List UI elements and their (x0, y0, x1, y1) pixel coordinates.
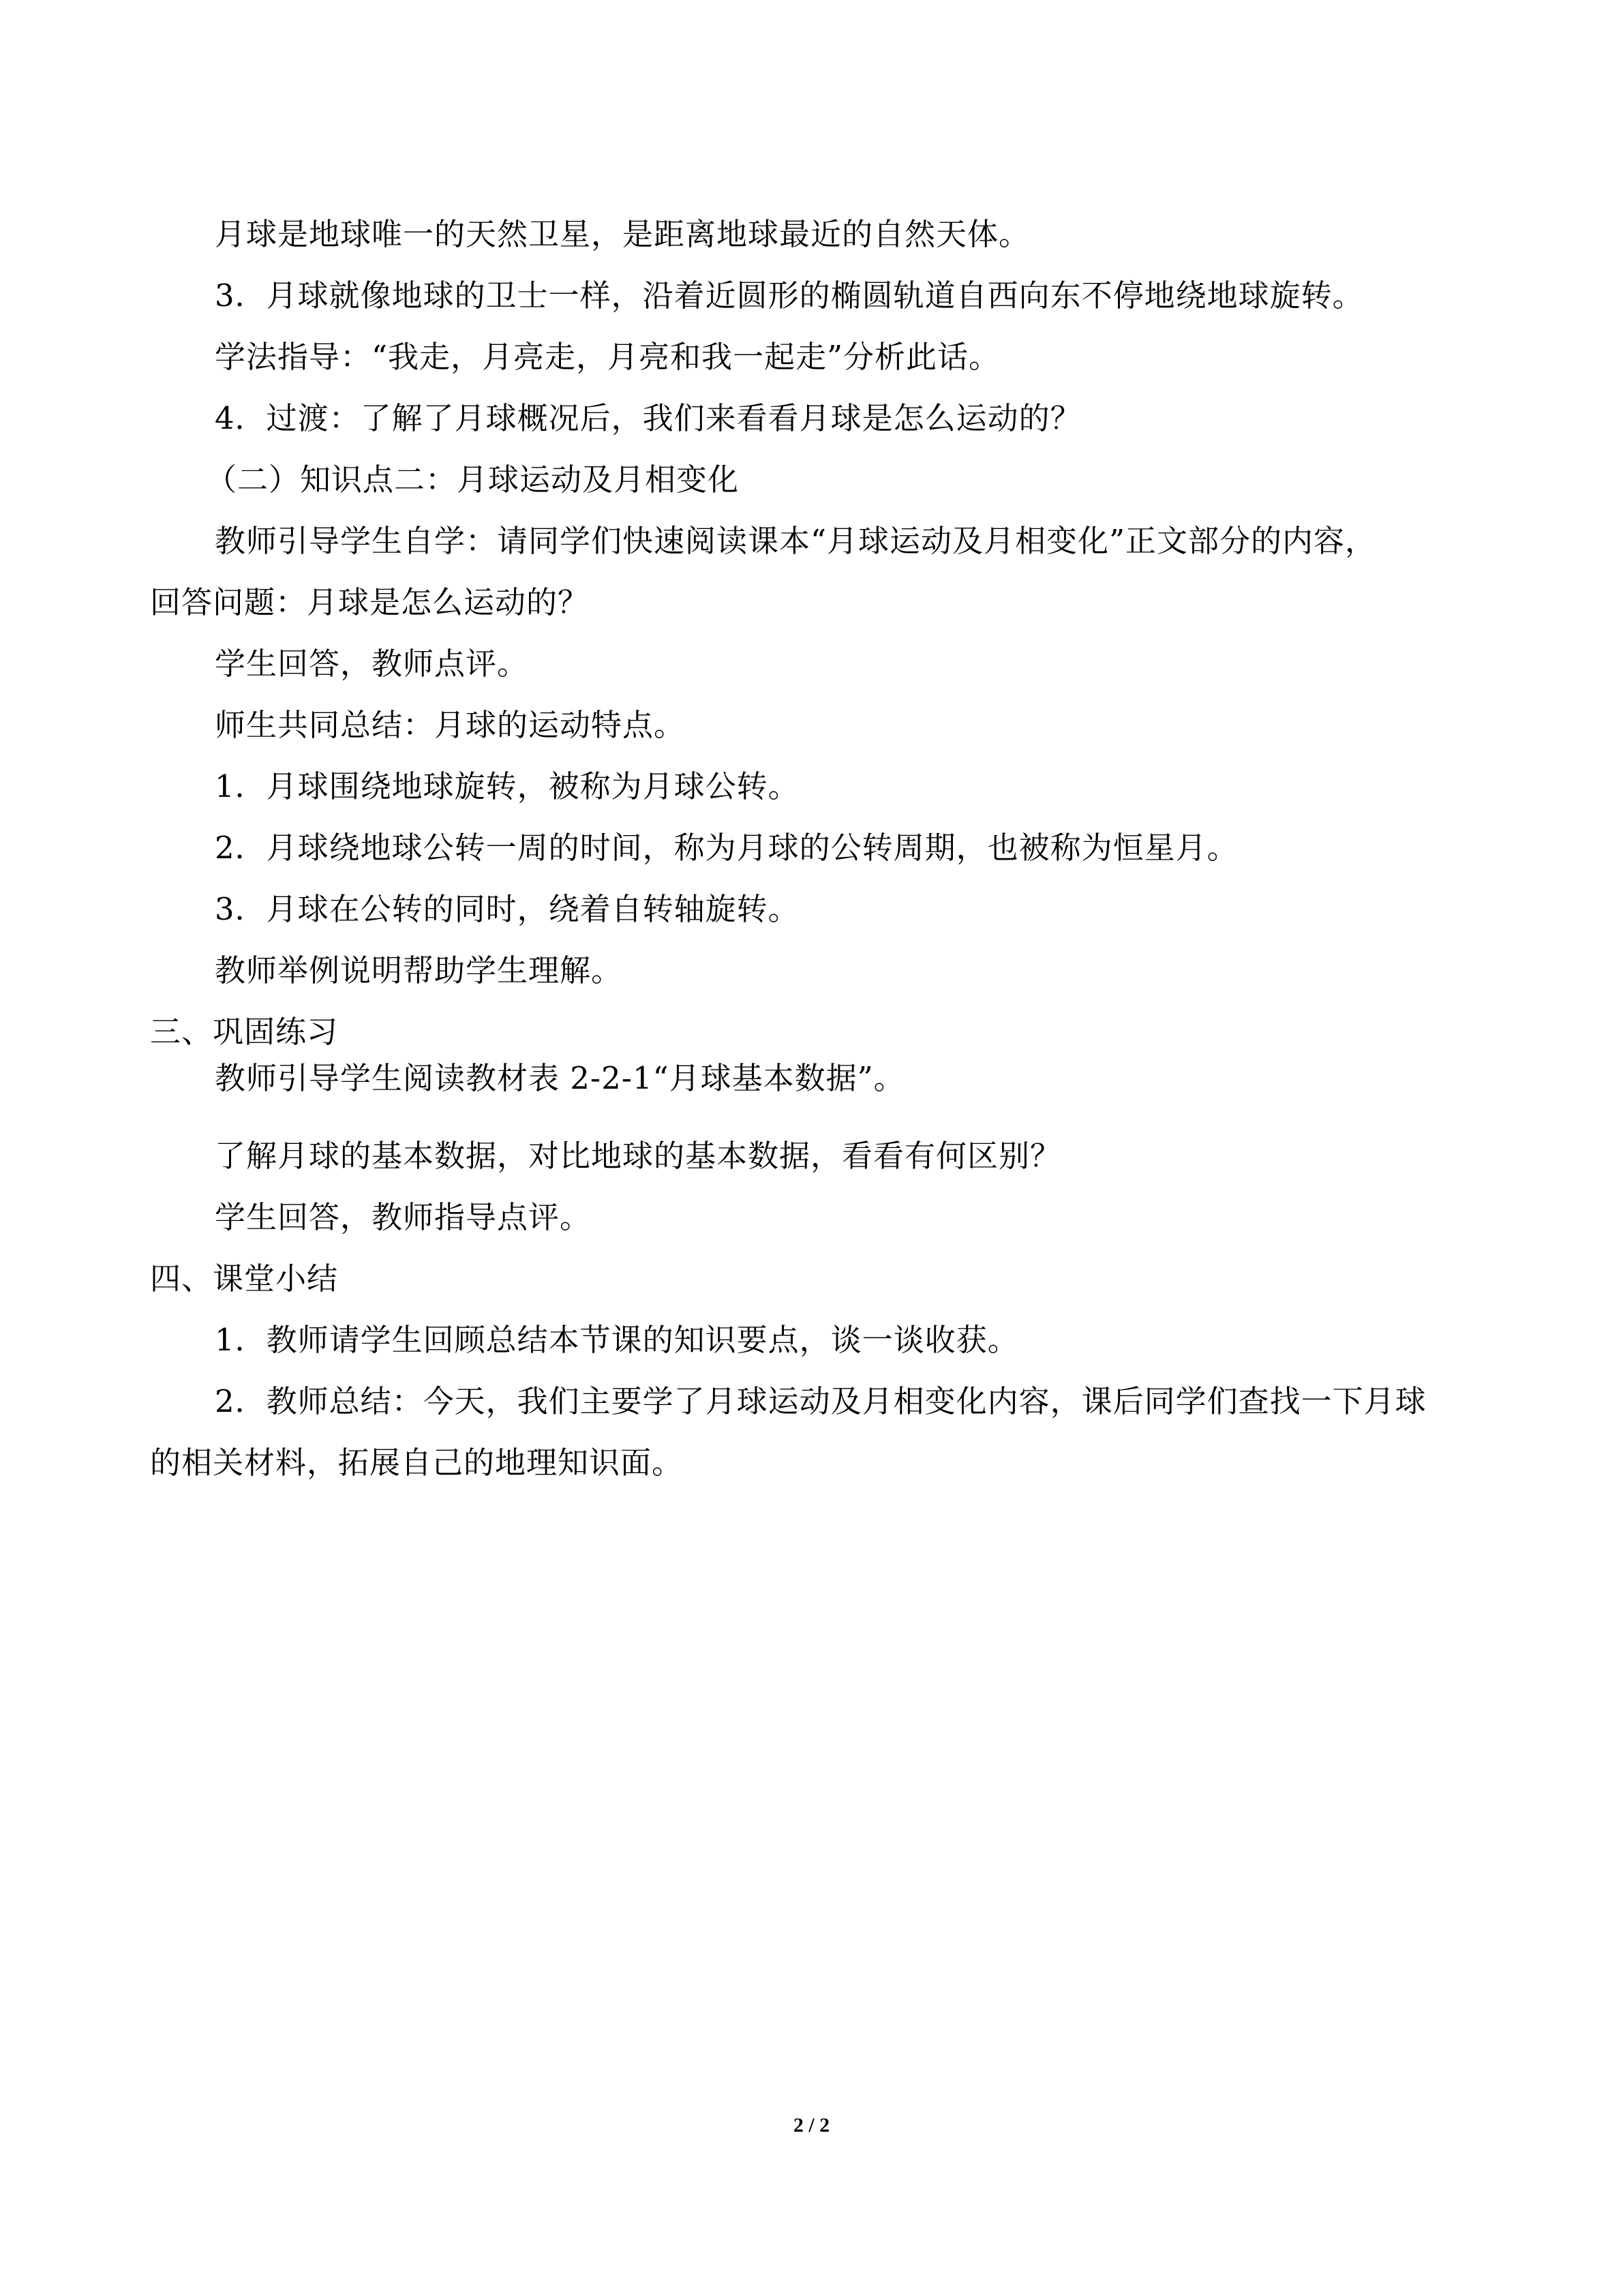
paragraph: 3．月球在公转的同时，绕着自转轴旋转。 (215, 891, 800, 927)
section-subheading: （二）知识点二：月球运动及月相变化 (206, 462, 740, 498)
paragraph: 1．月球围绕地球旋转，被称为月球公转。 (215, 768, 800, 804)
paragraph: 学生回答，教师点评。 (215, 646, 529, 682)
paragraph: 3．月球就像地球的卫士一样，沿着近圆形的椭圆轨道自西向东不停地绕地球旋转。 (215, 277, 1364, 314)
paragraph-continuation: 回答问题：月球是怎么运动的？ (150, 584, 590, 620)
paragraph: 2．月球绕地球公转一周的时间，称为月球的公转周期，也被称为恒星月。 (215, 830, 1239, 866)
paragraph-continuation: 的相关材料，拓展自己的地理知识面。 (150, 1445, 684, 1481)
section-heading: 三、巩固练习 (150, 1014, 339, 1050)
section-heading: 四、课堂小结 (150, 1260, 339, 1297)
paragraph: 教师引导学生自学：请同学们快速阅读课本“月球运动及月相变化”正文部分的内容， (215, 523, 1377, 559)
paragraph: 师生共同总结：月球的运动特点。 (215, 707, 686, 743)
paragraph: 月球是地球唯一的天然卫星，是距离地球最近的自然天体。 (215, 216, 1031, 252)
paragraph: 教师举例说明帮助学生理解。 (215, 952, 623, 988)
paragraph: 4．过渡：了解了月球概况后，我们来看看月球是怎么运动的？ (215, 400, 1082, 436)
paragraph: 学法指导：“我走，月亮走，月亮和我一起走”分析此话。 (215, 339, 1001, 375)
page-number: 2 / 2 (793, 2114, 830, 2136)
paragraph: 1．教师请学生回顾总结本节课的知识要点，谈一谈收获。 (215, 1322, 1019, 1358)
paragraph: 学生回答，教师指导点评。 (215, 1199, 592, 1235)
paragraph: 了解月球的基本数据，对比地球的基本数据，看看有何区别？ (215, 1138, 1062, 1174)
paragraph: 教师引导学生阅读教材表 2-2-1“月球基本数据”。 (215, 1060, 905, 1096)
paragraph: 2．教师总结：今天，我们主要学了月球运动及月相变化内容，课后同学们查找一下月球 (215, 1383, 1427, 1419)
